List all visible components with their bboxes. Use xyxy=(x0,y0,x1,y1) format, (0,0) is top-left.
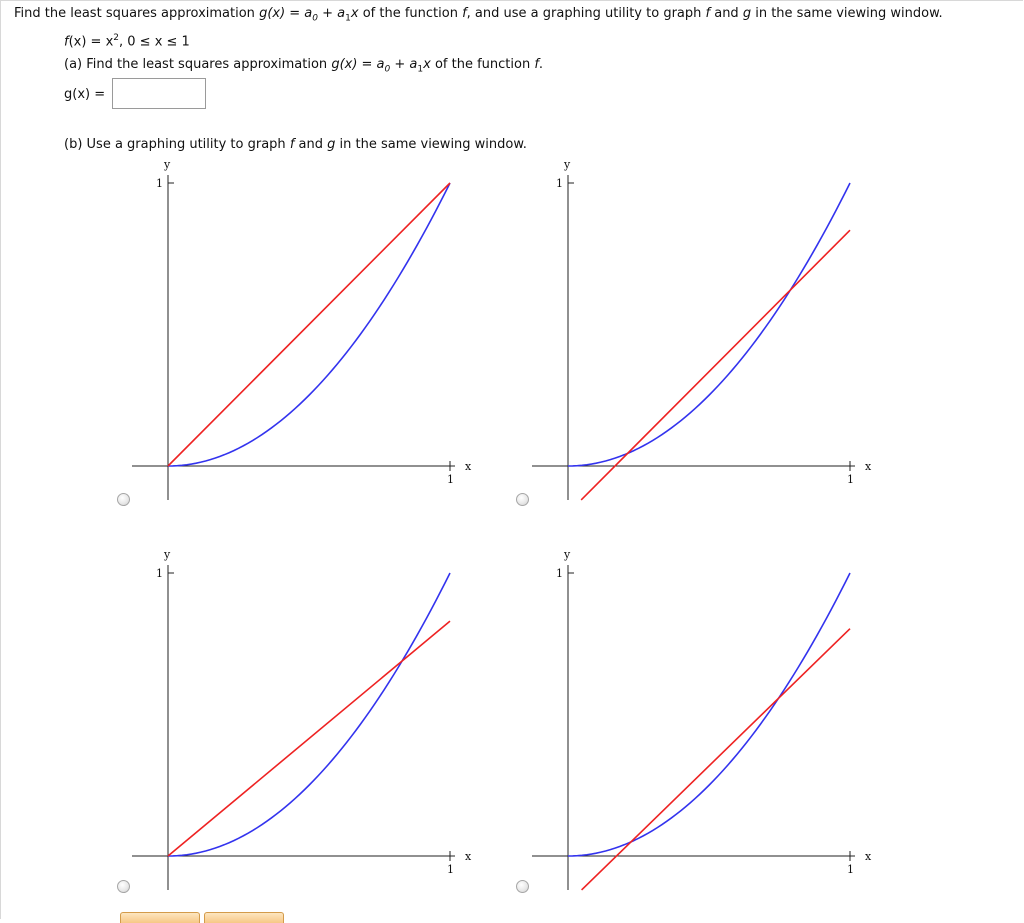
graph-option-2 xyxy=(530,155,910,515)
x-axis-label: x xyxy=(465,460,472,473)
part-a-g: g(x) = a xyxy=(331,57,385,72)
x-axis-label: x xyxy=(465,850,472,863)
radio-option-3[interactable] xyxy=(117,880,130,893)
instruction-text: Find the least squares approximation xyxy=(14,6,260,21)
part-a-text-2: of the function xyxy=(430,57,535,72)
function-rest: (x) = x xyxy=(68,34,114,50)
part-b-text: (b) Use a graphing utility to graph xyxy=(64,137,290,152)
y-axis-label: y xyxy=(164,548,171,561)
instruction-x: x xyxy=(350,6,359,21)
instruction-sub0: 0 xyxy=(312,13,319,24)
bottom-button-2[interactable] xyxy=(204,912,284,923)
graph-option-4 xyxy=(530,545,910,905)
g-line xyxy=(168,183,450,466)
y-tick-label: 1 xyxy=(156,567,163,580)
part-b-prompt xyxy=(64,137,527,152)
part-b-f: f xyxy=(289,137,295,152)
instruction-plus: + a xyxy=(318,6,346,21)
graph-svg-4 xyxy=(530,545,910,905)
y-tick-label: 1 xyxy=(556,177,563,190)
part-a-x: x xyxy=(423,57,431,72)
part-a-sub0: 0 xyxy=(384,64,391,75)
f-curve xyxy=(568,183,850,466)
x-tick-label: 1 xyxy=(447,863,454,876)
function-exponent: 2 xyxy=(113,33,119,43)
part-a-text: (a) Find the least squares approximation xyxy=(64,57,332,72)
g-line xyxy=(582,629,850,890)
instruction-text-b: of the function xyxy=(358,6,463,21)
radio-option-2[interactable] xyxy=(516,493,529,506)
part-b-text-3: in the same viewing window. xyxy=(335,137,527,152)
g-line xyxy=(581,230,850,500)
part-b-g: g xyxy=(327,137,336,152)
graph-option-3 xyxy=(130,545,510,905)
part-a-prompt xyxy=(64,57,543,75)
radio-option-4[interactable] xyxy=(516,880,529,893)
part-a-text-3: . xyxy=(538,57,544,72)
function-domain: , 0 ≤ x ≤ 1 xyxy=(119,34,190,50)
part-a-plus: + a xyxy=(390,57,418,72)
function-definition xyxy=(64,33,190,49)
problem-instruction xyxy=(14,6,943,24)
x-axis-label: x xyxy=(865,460,872,473)
y-tick-label: 1 xyxy=(556,567,563,580)
f-curve xyxy=(168,573,450,856)
f-curve xyxy=(568,573,850,856)
instruction-text-e: in the same viewing window. xyxy=(751,6,943,21)
radio-option-1[interactable] xyxy=(117,493,130,506)
instruction-text-d: and xyxy=(710,6,743,21)
instruction-f2: f xyxy=(705,6,711,21)
x-tick-label: 1 xyxy=(447,473,454,486)
x-tick-label: 1 xyxy=(847,863,854,876)
part-b-text-2: and xyxy=(294,137,328,152)
part-a-sub1: 1 xyxy=(417,64,424,75)
g-line xyxy=(168,621,450,856)
part-a-f: f xyxy=(534,57,539,72)
graph-svg-3 xyxy=(130,545,510,905)
y-axis-label: y xyxy=(564,158,571,171)
bottom-button-1[interactable] xyxy=(120,912,200,923)
function-f: f xyxy=(64,34,69,50)
answer-input[interactable] xyxy=(112,78,206,109)
instruction-text-c: , and use a graphing utility to graph xyxy=(466,6,706,21)
y-axis-label: y xyxy=(164,158,171,171)
instruction-f: f xyxy=(462,6,467,21)
graph-svg-1 xyxy=(130,155,510,515)
y-axis-label: y xyxy=(564,548,571,561)
instruction-g: g(x) = a xyxy=(259,6,313,21)
instruction-g2: g xyxy=(742,6,752,21)
instruction-sub1: 1 xyxy=(345,13,351,24)
answer-label: g(x) = xyxy=(64,87,106,102)
x-tick-label: 1 xyxy=(847,473,854,486)
y-tick-label: 1 xyxy=(156,177,163,190)
x-axis-label: x xyxy=(865,850,872,863)
graph-svg-2 xyxy=(530,155,910,515)
graph-option-1 xyxy=(130,155,510,515)
